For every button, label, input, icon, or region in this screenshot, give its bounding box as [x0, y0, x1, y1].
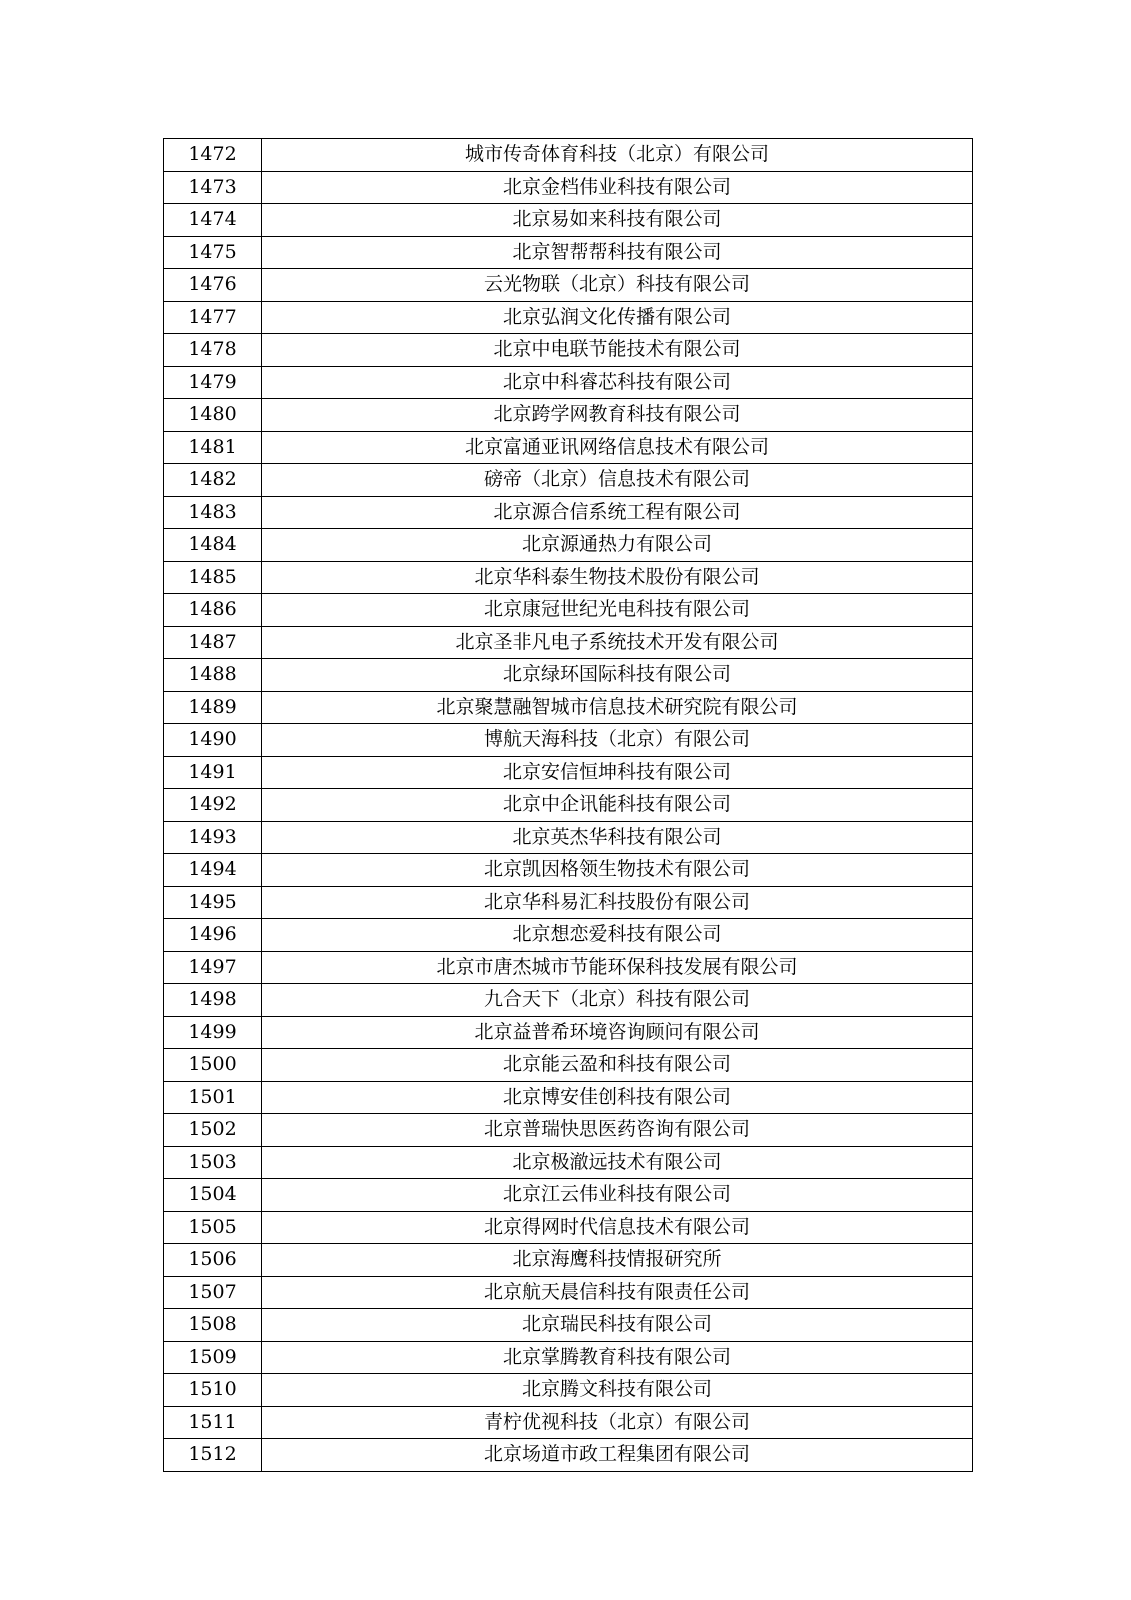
table-row	[164, 1244, 973, 1277]
row-number-cell: 1473	[164, 171, 262, 204]
table-row	[164, 366, 973, 399]
company-name-cell: 北京得网时代信息技术有限公司	[262, 1211, 973, 1244]
row-number-cell: 1483	[164, 496, 262, 529]
table-row	[164, 1049, 973, 1082]
table-row	[164, 561, 973, 594]
company-name-cell: 北京华科泰生物技术股份有限公司	[262, 561, 973, 594]
company-name-cell: 北京江云伟业科技有限公司	[262, 1179, 973, 1212]
table-row	[164, 431, 973, 464]
company-name-cell: 青柠优视科技（北京）有限公司	[262, 1406, 973, 1439]
table-row	[164, 789, 973, 822]
row-number-cell: 1482	[164, 464, 262, 497]
table-row	[164, 1179, 973, 1212]
table-row	[164, 301, 973, 334]
table-row	[164, 1211, 973, 1244]
table-row	[164, 854, 973, 887]
row-number-cell: 1493	[164, 821, 262, 854]
company-name-cell: 北京绿环国际科技有限公司	[262, 659, 973, 692]
company-name-cell: 北京市唐杰城市节能环保科技发展有限公司	[262, 951, 973, 984]
company-name-cell: 北京场道市政工程集团有限公司	[262, 1439, 973, 1472]
table-row	[164, 724, 973, 757]
company-name-cell: 北京凯因格领生物技术有限公司	[262, 854, 973, 887]
row-number-cell: 1492	[164, 789, 262, 822]
company-name-cell: 北京想恋爱科技有限公司	[262, 919, 973, 952]
row-number-cell: 1502	[164, 1114, 262, 1147]
table-row	[164, 236, 973, 269]
company-name-cell: 磅帝（北京）信息技术有限公司	[262, 464, 973, 497]
table-body	[164, 139, 973, 1472]
company-name-cell: 北京易如来科技有限公司	[262, 204, 973, 237]
row-number-cell: 1488	[164, 659, 262, 692]
table-row	[164, 951, 973, 984]
row-number-cell: 1499	[164, 1016, 262, 1049]
company-name-cell: 北京腾文科技有限公司	[262, 1374, 973, 1407]
company-name-cell: 云光物联（北京）科技有限公司	[262, 269, 973, 302]
row-number-cell: 1481	[164, 431, 262, 464]
row-number-cell: 1475	[164, 236, 262, 269]
row-number-cell: 1509	[164, 1341, 262, 1374]
company-name-cell: 博航天海科技（北京）有限公司	[262, 724, 973, 757]
row-number-cell: 1506	[164, 1244, 262, 1277]
company-name-cell: 北京康冠世纪光电科技有限公司	[262, 594, 973, 627]
row-number-cell: 1479	[164, 366, 262, 399]
row-number-cell: 1504	[164, 1179, 262, 1212]
table-row	[164, 1406, 973, 1439]
table-row	[164, 139, 973, 172]
company-name-cell: 北京益普希环境咨询顾问有限公司	[262, 1016, 973, 1049]
company-name-cell: 北京普瑞快思医药咨询有限公司	[262, 1114, 973, 1147]
table-row	[164, 496, 973, 529]
row-number-cell: 1477	[164, 301, 262, 334]
company-name-cell: 北京跨学网教育科技有限公司	[262, 399, 973, 432]
table-row	[164, 1439, 973, 1472]
table-row	[164, 821, 973, 854]
company-name-cell: 北京能云盈和科技有限公司	[262, 1049, 973, 1082]
company-name-cell: 北京安信恒坤科技有限公司	[262, 756, 973, 789]
row-number-cell: 1498	[164, 984, 262, 1017]
company-name-cell: 北京源通热力有限公司	[262, 529, 973, 562]
company-list-table	[163, 138, 973, 1472]
row-number-cell: 1500	[164, 1049, 262, 1082]
row-number-cell: 1505	[164, 1211, 262, 1244]
company-name-cell: 北京航天晨信科技有限责任公司	[262, 1276, 973, 1309]
table-row	[164, 204, 973, 237]
row-number-cell: 1497	[164, 951, 262, 984]
company-name-cell: 北京富通亚讯网络信息技术有限公司	[262, 431, 973, 464]
company-name-cell: 北京博安佳创科技有限公司	[262, 1081, 973, 1114]
table-row	[164, 1114, 973, 1147]
table-row	[164, 269, 973, 302]
company-name-cell: 北京掌腾教育科技有限公司	[262, 1341, 973, 1374]
row-number-cell: 1485	[164, 561, 262, 594]
company-name-cell: 城市传奇体育科技（北京）有限公司	[262, 139, 973, 172]
table-row	[164, 1146, 973, 1179]
row-number-cell: 1494	[164, 854, 262, 887]
table-row	[164, 756, 973, 789]
table-row	[164, 594, 973, 627]
table-row	[164, 1081, 973, 1114]
company-name-cell: 北京英杰华科技有限公司	[262, 821, 973, 854]
row-number-cell: 1511	[164, 1406, 262, 1439]
row-number-cell: 1491	[164, 756, 262, 789]
row-number-cell: 1476	[164, 269, 262, 302]
table-row	[164, 984, 973, 1017]
company-name-cell: 北京瑞民科技有限公司	[262, 1309, 973, 1342]
table-row	[164, 1276, 973, 1309]
table-row	[164, 1341, 973, 1374]
company-name-cell: 北京中科睿芯科技有限公司	[262, 366, 973, 399]
row-number-cell: 1472	[164, 139, 262, 172]
company-name-cell: 北京中电联节能技术有限公司	[262, 334, 973, 367]
row-number-cell: 1496	[164, 919, 262, 952]
table-row	[164, 399, 973, 432]
company-name-cell: 北京聚慧融智城市信息技术研究院有限公司	[262, 691, 973, 724]
table-row	[164, 626, 973, 659]
table-row	[164, 171, 973, 204]
row-number-cell: 1489	[164, 691, 262, 724]
row-number-cell: 1510	[164, 1374, 262, 1407]
table-row	[164, 464, 973, 497]
company-name-cell: 北京海鹰科技情报研究所	[262, 1244, 973, 1277]
row-number-cell: 1480	[164, 399, 262, 432]
row-number-cell: 1507	[164, 1276, 262, 1309]
company-name-cell: 北京源合信系统工程有限公司	[262, 496, 973, 529]
row-number-cell: 1474	[164, 204, 262, 237]
row-number-cell: 1501	[164, 1081, 262, 1114]
table-row	[164, 334, 973, 367]
company-name-cell: 北京圣非凡电子系统技术开发有限公司	[262, 626, 973, 659]
row-number-cell: 1490	[164, 724, 262, 757]
company-name-cell: 北京金档伟业科技有限公司	[262, 171, 973, 204]
row-number-cell: 1487	[164, 626, 262, 659]
row-number-cell: 1512	[164, 1439, 262, 1472]
company-name-cell: 北京华科易汇科技股份有限公司	[262, 886, 973, 919]
row-number-cell: 1484	[164, 529, 262, 562]
table-row	[164, 659, 973, 692]
company-name-cell: 北京弘润文化传播有限公司	[262, 301, 973, 334]
row-number-cell: 1503	[164, 1146, 262, 1179]
company-name-cell: 北京极澈远技术有限公司	[262, 1146, 973, 1179]
row-number-cell: 1478	[164, 334, 262, 367]
table-row	[164, 1374, 973, 1407]
company-name-cell: 北京智帮帮科技有限公司	[262, 236, 973, 269]
table-row	[164, 886, 973, 919]
row-number-cell: 1508	[164, 1309, 262, 1342]
table-row	[164, 919, 973, 952]
company-name-cell: 北京中企讯能科技有限公司	[262, 789, 973, 822]
table-row	[164, 1016, 973, 1049]
table-row	[164, 529, 973, 562]
row-number-cell: 1486	[164, 594, 262, 627]
table-row	[164, 1309, 973, 1342]
company-name-cell: 九合天下（北京）科技有限公司	[262, 984, 973, 1017]
table-row	[164, 691, 973, 724]
row-number-cell: 1495	[164, 886, 262, 919]
